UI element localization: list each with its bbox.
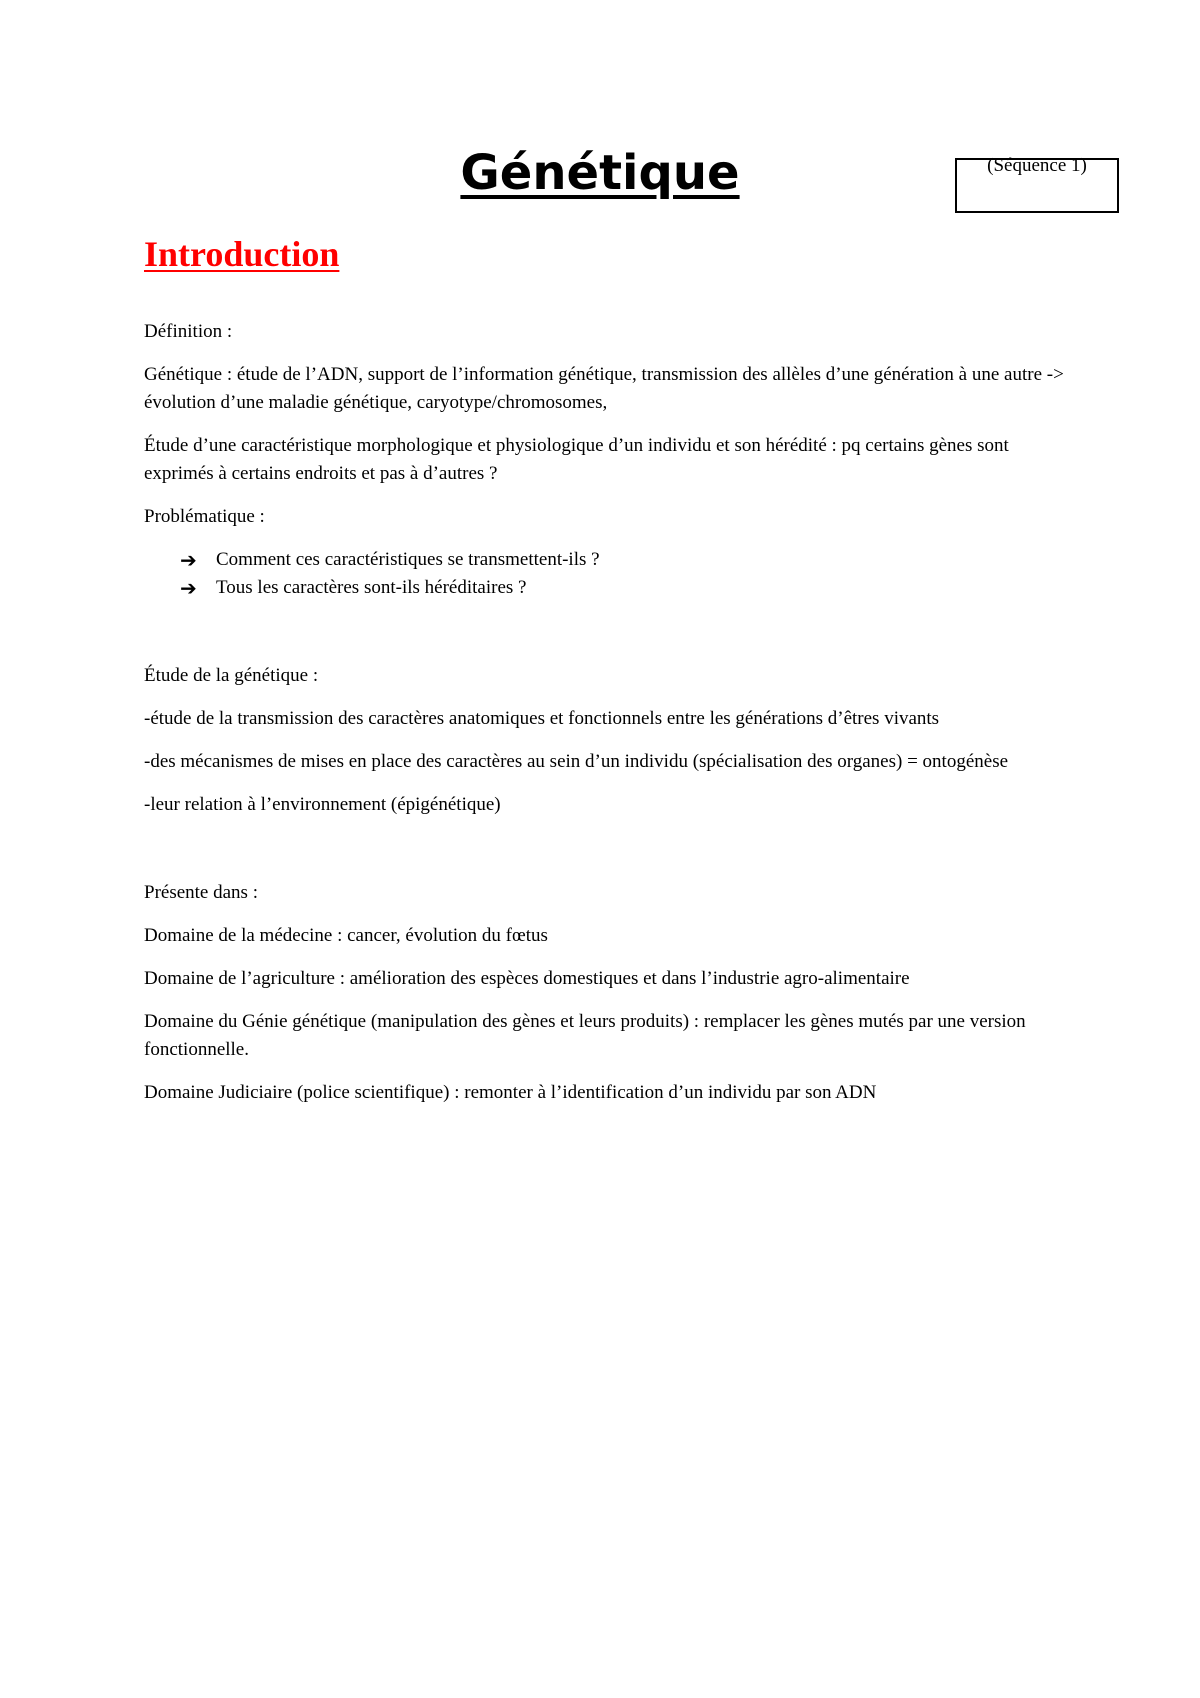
presente-item: Domaine de la médecine : cancer, évolution du fœtus <box>144 925 548 946</box>
list-item-text: Comment ces caractéristiques se transmettent-ils ? <box>216 549 600 570</box>
definition-paragraph: Étude d’une caractéristique morphologique et physiologique d’un individu et son hérédité : pq certains gènes sont exprimés à certains endroits et pas à d’autres ? <box>144 435 1009 484</box>
list-item <box>180 574 1064 602</box>
document-body <box>144 232 1064 1107</box>
presente-item: Domaine Judiciaire (police scientifique) : remonter à l’identification d’un individu par son ADN <box>144 1082 877 1103</box>
definition-paragraph: Génétique : étude de l’ADN, support de l’information génétique, transmission des allèles d’une génération à une autre -> évolution d’une maladie génétique, caryotype/chromosomes, <box>144 364 1064 413</box>
presente-item: Domaine de l’agriculture : amélioration des espèces domestiques et dans l’industrie agro-alimentaire <box>144 968 910 989</box>
etude-item: -des mécanismes de mises en place des caractères au sein d’un individu (spécialisation des organes) = ontogénèse <box>144 751 1009 772</box>
presente-label: Présente dans : <box>144 882 258 903</box>
right-arrow-icon: ➔ <box>180 548 197 572</box>
right-arrow-icon: ➔ <box>180 576 197 600</box>
problematique-list <box>144 546 1064 602</box>
sequence-label: (Séquence 1) <box>987 155 1087 176</box>
sequence-box <box>955 155 1119 213</box>
etude-item: -étude de la transmission des caractères anatomiques et fonctionnels entre les générations d’êtres vivants <box>144 708 940 729</box>
section-heading-introduction: Introduction <box>144 234 340 274</box>
definition-label: Définition : <box>144 321 233 342</box>
list-item-text: Tous les caractères sont-ils héréditaires ? <box>216 577 527 598</box>
list-item <box>180 546 1064 574</box>
etude-item: -leur relation à l’environnement (épigénétique) <box>144 794 501 815</box>
problematique-label: Problématique : <box>144 506 265 527</box>
etude-label: Étude de la génétique : <box>144 665 319 686</box>
presente-item: Domaine du Génie génétique (manipulation des gènes et leurs produits) : remplacer les gènes mutés par une version fonctionnelle. <box>144 1011 1026 1060</box>
page-title: Génétique <box>460 145 740 201</box>
